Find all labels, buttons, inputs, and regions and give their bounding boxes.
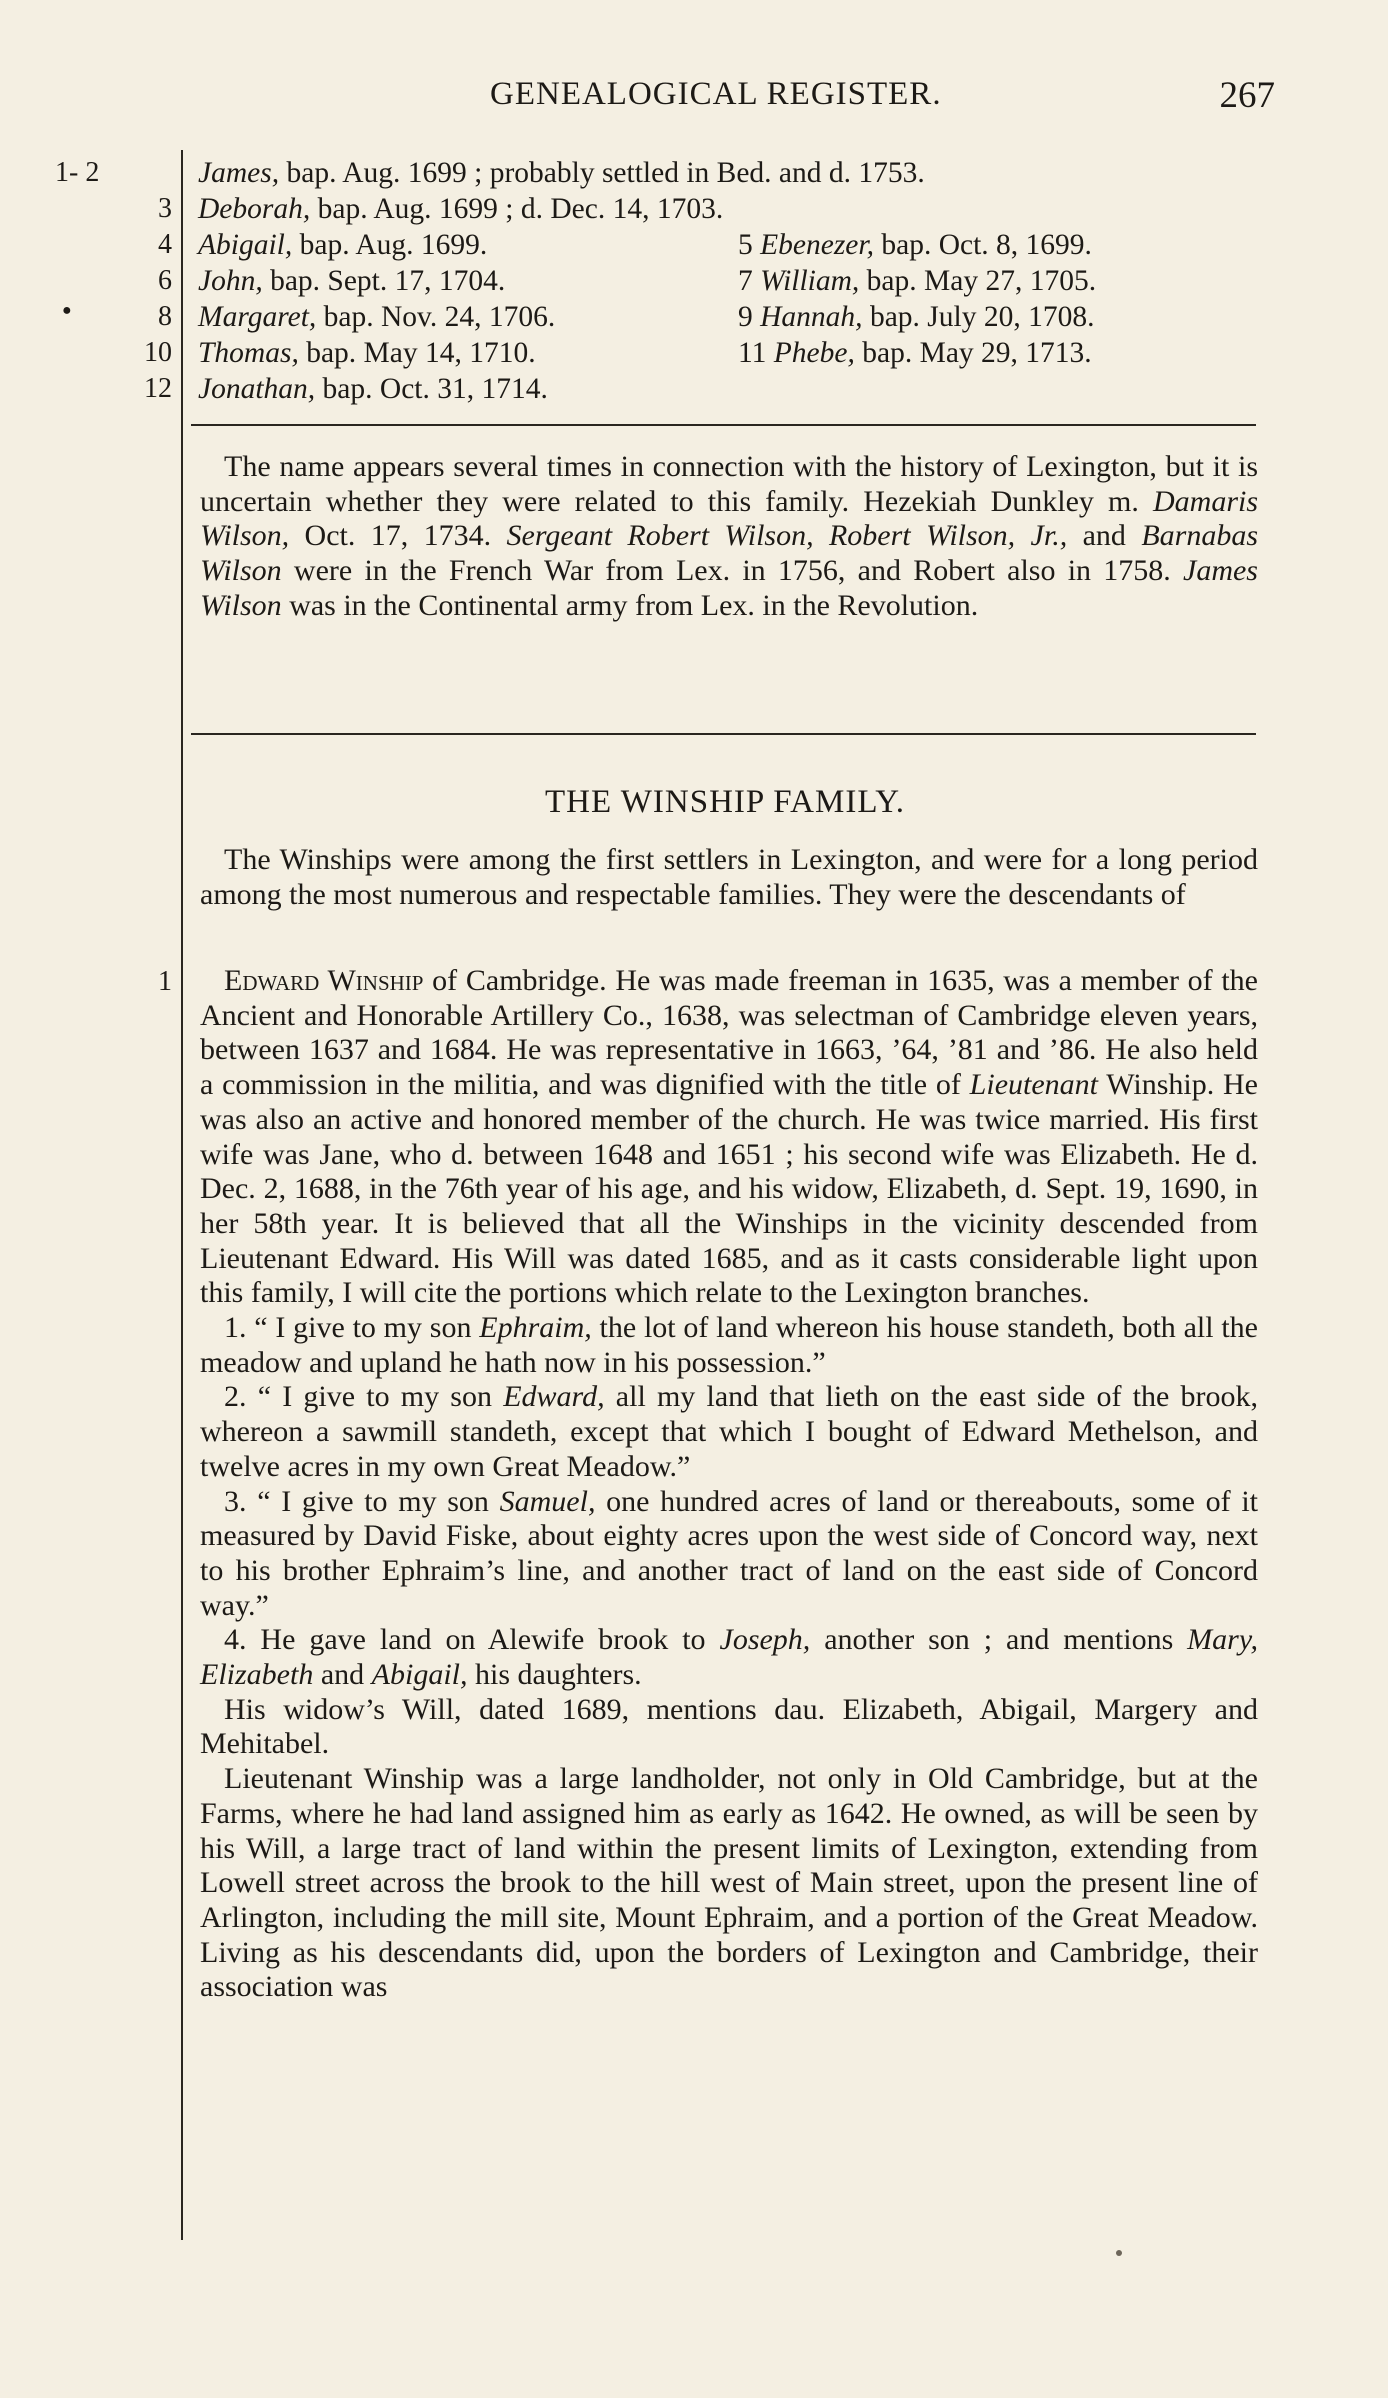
widow-will-paragraph: His widow’s Will, dated 1689, mentions dau. Elizabeth, Abigail, Margery and Mehitabel.: [200, 1692, 1258, 1761]
person-name: Samuel,: [499, 1484, 596, 1518]
text-run: 3. “ I give to my son: [224, 1484, 500, 1518]
child-entry: [198, 155, 925, 191]
child-entry: [198, 335, 536, 371]
person-name: Barnabas Wilson: [200, 519, 1258, 588]
winship-intro-paragraph: The Winships were among the first settlers in Lexington, and were for a long period among the most numerous and respectable families. They were the descendants of: [200, 843, 1258, 911]
margin-number: 1- 2: [55, 157, 100, 188]
margin-number: 1: [158, 966, 172, 997]
person-name: James Wilson: [200, 554, 1258, 622]
child-name: Hannah,: [760, 301, 863, 333]
child-entry: [198, 299, 555, 335]
person-name: Mary, Elizabeth: [200, 1623, 1258, 1692]
child-name: John,: [198, 265, 263, 297]
margin-number: 12: [144, 373, 172, 404]
will-item-3: [200, 1485, 1258, 1624]
wilson-note-paragraph: [200, 450, 1258, 624]
section-divider: [191, 424, 1256, 426]
person-name: Damaris Wilson,: [200, 484, 1258, 553]
child-name: Deborah,: [198, 193, 311, 225]
child-details: bap. July 20, 1708.: [862, 301, 1095, 333]
text-run: one hundred acres of land or thereabouts, some of it measured by David Fiske, about eighty acres upon the west side of Concord way, next to his brother Ephraim’s line, and another tract of land on the east side of Concord way.”: [200, 1484, 1258, 1622]
child-entry: [198, 227, 487, 263]
margin-number: 8: [158, 301, 172, 332]
child-details: bap. May 14, 1710.: [298, 337, 536, 369]
child-name: Jonathan,: [198, 373, 316, 405]
section-divider: [191, 733, 1256, 735]
text-run: the lot of land whereon his house standeth, both all the meadow and upland he hath now in his possession.”: [200, 1311, 1258, 1379]
margin-number: 3: [158, 193, 172, 224]
person-name: Edward Winship: [224, 964, 424, 997]
text-run: and: [313, 1658, 372, 1692]
edward-winship-entry: [200, 964, 1258, 2005]
child-entry: [738, 335, 1092, 371]
child-entry: [738, 263, 1096, 299]
child-entry: [738, 299, 1094, 335]
child-name: Ebenezer,: [760, 229, 874, 261]
child-name: James,: [198, 157, 280, 189]
child-details: bap. May 29, 1713.: [854, 337, 1092, 369]
person-name: Joseph,: [719, 1623, 811, 1657]
child-name: Phebe,: [773, 337, 855, 369]
will-item-1: [200, 1311, 1258, 1380]
page-header: [490, 76, 1275, 116]
child-details: bap. Oct. 31, 1714.: [315, 373, 548, 405]
text-run: was in the Continental army from Lex. in the Revolution.: [281, 588, 979, 622]
landholder-paragraph: Lieutenant Winship was a large landholder, not only in Old Cambridge, but at the Farms, where he had land assigned him as early as 1642. He owned, as will be seen by his Will, a large tract of land within the present limits of Lexington, extending from Lowell street across the brook to the hill west of Main street, upon the present line of Arlington, including the mill site, Mount Ephraim, and a portion of the Great Meadow. Living as his descendants did, upon the borders of Lexington and Cambridge, their association was: [200, 1762, 1258, 2004]
child-name: William,: [760, 265, 860, 297]
text-run: were in the French War from Lex. in 1756, and Robert also in 1758.: [281, 554, 1184, 588]
person-name: Sergeant Robert Wilson, Robert Wilson, Jr.,: [506, 519, 1068, 553]
text-run: 1. “ I give to my son: [224, 1311, 480, 1345]
person-name: Abigail,: [371, 1658, 468, 1692]
margin-number: 10: [144, 337, 172, 368]
text-run: Winship. He was also an active and honored member of the church. He was twice married. His first wife was Jane, who d. between 1648 and 1651 ; his second wife was Elizabeth. He d. Dec. 2, 1688, in the 76th year of his age, and his widow, Elizabeth, d. Sept. 19, 1690, in her 58th year. It is believed that all the Winships in the vicinity descended from Lieutenant Edward. His Will was dated 1685, and as it casts considerable light upon this family, I will cite the portions which relate to the Lexington branches.: [200, 1068, 1259, 1310]
text-run: 4. He gave land on Alewife brook to: [224, 1623, 720, 1657]
will-item-4: [200, 1623, 1258, 1692]
child-name: Thomas,: [198, 337, 299, 369]
margin-rule: [181, 150, 183, 2240]
child-entry: [198, 191, 723, 227]
person-name: Edward,: [503, 1380, 605, 1414]
text-run: Lieutenant: [969, 1068, 1098, 1102]
child-details: bap. Oct. 8, 1699.: [874, 229, 1092, 261]
page-number: 267: [1219, 75, 1275, 116]
text-run: 2. “ I give to my son: [224, 1380, 504, 1414]
text-run: and: [1067, 519, 1142, 553]
running-title: GENEALOGICAL REGISTER.: [490, 76, 942, 112]
person-name: Ephraim,: [479, 1311, 592, 1345]
text-run: The name appears several times in connection with the history of Lexington, but it is uncertain whether they were related to this family. Hezekiah Dunkley m.: [200, 450, 1258, 518]
section-heading: THE WINSHIP FAMILY.: [544, 784, 906, 820]
text-run: all my land that lieth on the east side of the brook, whereon a sawmill standeth, except that which I bought of Edward Methelson, and twelve acres in my own Great Meadow.”: [200, 1380, 1258, 1483]
child-entry: [738, 227, 1092, 263]
child-number: 11: [738, 337, 767, 369]
child-name: Margaret,: [198, 301, 317, 333]
child-details: bap. Nov. 24, 1706.: [316, 301, 556, 333]
margin-bullet-icon: ●: [62, 302, 72, 319]
child-details: bap. May 27, 1705.: [859, 265, 1097, 297]
text-run: Oct. 17, 1734.: [289, 519, 507, 553]
child-entry: [198, 263, 505, 299]
child-name: Abigail,: [198, 229, 293, 261]
text-run: another son ; and mentions: [810, 1623, 1188, 1657]
text-run: his daughters.: [467, 1658, 642, 1692]
text-run: of Cambridge. He was made freeman in 1635, was a member of the Ancient and Honorable Artillery Co., 1638, was selectman of Cambridge eleven years, between 1637 and 1684. He was representative in 1663, ’64, ’81 and ’86. He also held a commission in the militia, and was dignified with the title of: [200, 964, 1258, 1102]
margin-number: 6: [158, 265, 172, 296]
child-entry: [198, 371, 548, 407]
child-details: bap. Sept. 17, 1704.: [262, 265, 506, 297]
child-number: 7: [738, 265, 753, 297]
child-details: bap. Aug. 1699 ; probably settled in Bed. and d. 1753.: [279, 157, 925, 189]
child-number: 9: [738, 301, 753, 333]
will-item-2: [200, 1380, 1258, 1484]
child-details: bap. Aug. 1699.: [292, 229, 488, 261]
paper-speck: [1116, 2250, 1122, 2256]
child-details: bap. Aug. 1699 ; d. Dec. 14, 1703.: [310, 193, 724, 225]
child-number: 5: [738, 229, 753, 261]
margin-number: 4: [158, 229, 172, 260]
